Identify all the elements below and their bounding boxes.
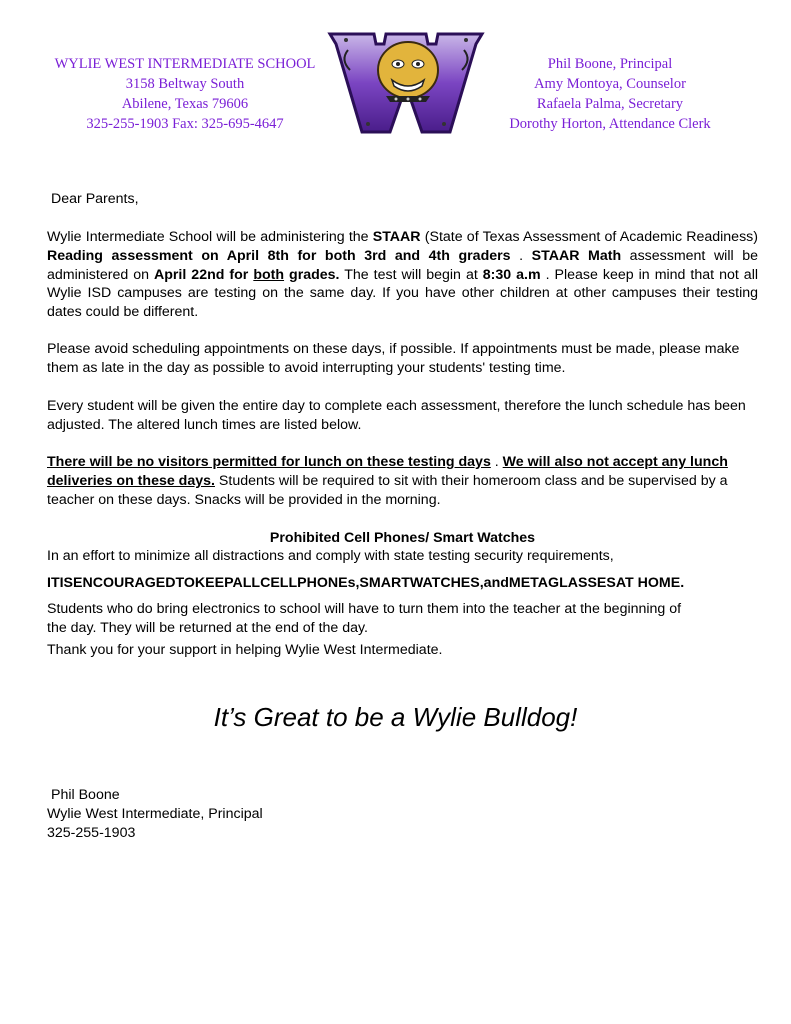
p4-sep: . xyxy=(490,454,503,470)
p1-staar-bold: STAAR xyxy=(372,229,421,245)
p1-text-a: Wylie Intermediate School will be administering the xyxy=(47,229,373,245)
p1-math-date: April 22nd for xyxy=(154,266,254,283)
staff-secretary: Rafaela Palma, Secretary xyxy=(536,96,684,112)
p1-start-time: 8:30 a.m xyxy=(482,266,541,283)
signature-phone: 325-255-1903 xyxy=(47,824,136,841)
paragraph-appointments: Please avoid scheduling appointments on these days, if possible. If appointments must be made, please make them as late in the day as possible to avoid interrupting your students' testing time. xyxy=(47,341,740,376)
slogan: It’s Great to be a Wylie Bulldog! xyxy=(213,702,578,732)
p1-text-c: (State of Texas Assessment of Academic Readiness) xyxy=(420,229,758,245)
p1-staar-math: STAAR Math xyxy=(531,247,622,264)
signature-block xyxy=(47,786,758,842)
p1-text-g: assessment will be administered on xyxy=(47,247,758,283)
staff-principal: Phil Boone, Principal xyxy=(547,56,673,72)
p1-text-m: . Please keep in mind that not all Wylie ISD campuses are testing on the same day. If you have other children at other campuses their testing dates could be different. xyxy=(47,266,758,321)
wylie-w-bulldog-logo-icon xyxy=(326,30,486,136)
signature-title: Wylie West Intermediate, Principal xyxy=(47,805,263,822)
school-phone-fax: 325-255-1903 Fax: 325-695-4647 xyxy=(86,116,284,132)
p4-text-d: Students will be required to sit with their homeroom class and be supervised by a teacher on these days. Snacks will be provided in the morning. xyxy=(47,472,728,508)
signature-name: Phil Boone xyxy=(51,787,120,803)
school-address-block xyxy=(50,54,320,134)
p1-both: both xyxy=(253,266,285,283)
staff-counselor: Amy Montoya, Counselor xyxy=(534,76,686,92)
school-name: WYLIE WEST INTERMEDIATE SCHOOL xyxy=(54,56,316,72)
paragraph-thanks: Thank you for your support in helping Wylie West Intermediate. xyxy=(47,642,443,658)
letter-greeting: Dear Parents, xyxy=(51,191,139,207)
paragraph-lunch-schedule: Every student will be given the entire day to complete each assessment, therefore the lunch schedule has been adjusted. The altered lunch times are listed below. xyxy=(47,398,746,433)
staff-block xyxy=(500,54,720,134)
phones-heading: Prohibited Cell Phones/ Smart Watches xyxy=(269,530,536,546)
p1-text-k: The test will begin at xyxy=(339,266,483,283)
p1-text-e: . xyxy=(510,247,532,264)
phones-caps-notice: ITISENCOURAGEDTOKEEPALLCELLPHONEs,SMARTWATCHES,andMETAGLASSESAT HOME. xyxy=(47,575,685,591)
school-city: Abilene, Texas 79606 xyxy=(121,96,249,112)
school-street: 3158 Beltway South xyxy=(125,76,245,92)
paragraph-electronics: Students who do bring electronics to school will have to turn them into the teacher at the beginning of the day. They will be returned at the end of the day. xyxy=(47,601,682,636)
paragraph-staar-dates xyxy=(47,228,758,322)
paragraph-visitors xyxy=(47,453,758,509)
p1-reading-date: Reading assessment on April 8th for both 3rd and 4th graders xyxy=(47,247,511,264)
p1-grades: grades. xyxy=(284,266,340,283)
phones-intro: In an effort to minimize all distractions and comply with state testing security requirements, xyxy=(47,548,614,564)
p4-no-deliveries: We will also not accept any lunch deliveries on these days. xyxy=(47,454,728,489)
staff-attendance-clerk: Dorothy Horton, Attendance Clerk xyxy=(509,116,711,132)
p4-no-visitors: There will be no visitors permitted for lunch on these testing days xyxy=(47,454,491,470)
